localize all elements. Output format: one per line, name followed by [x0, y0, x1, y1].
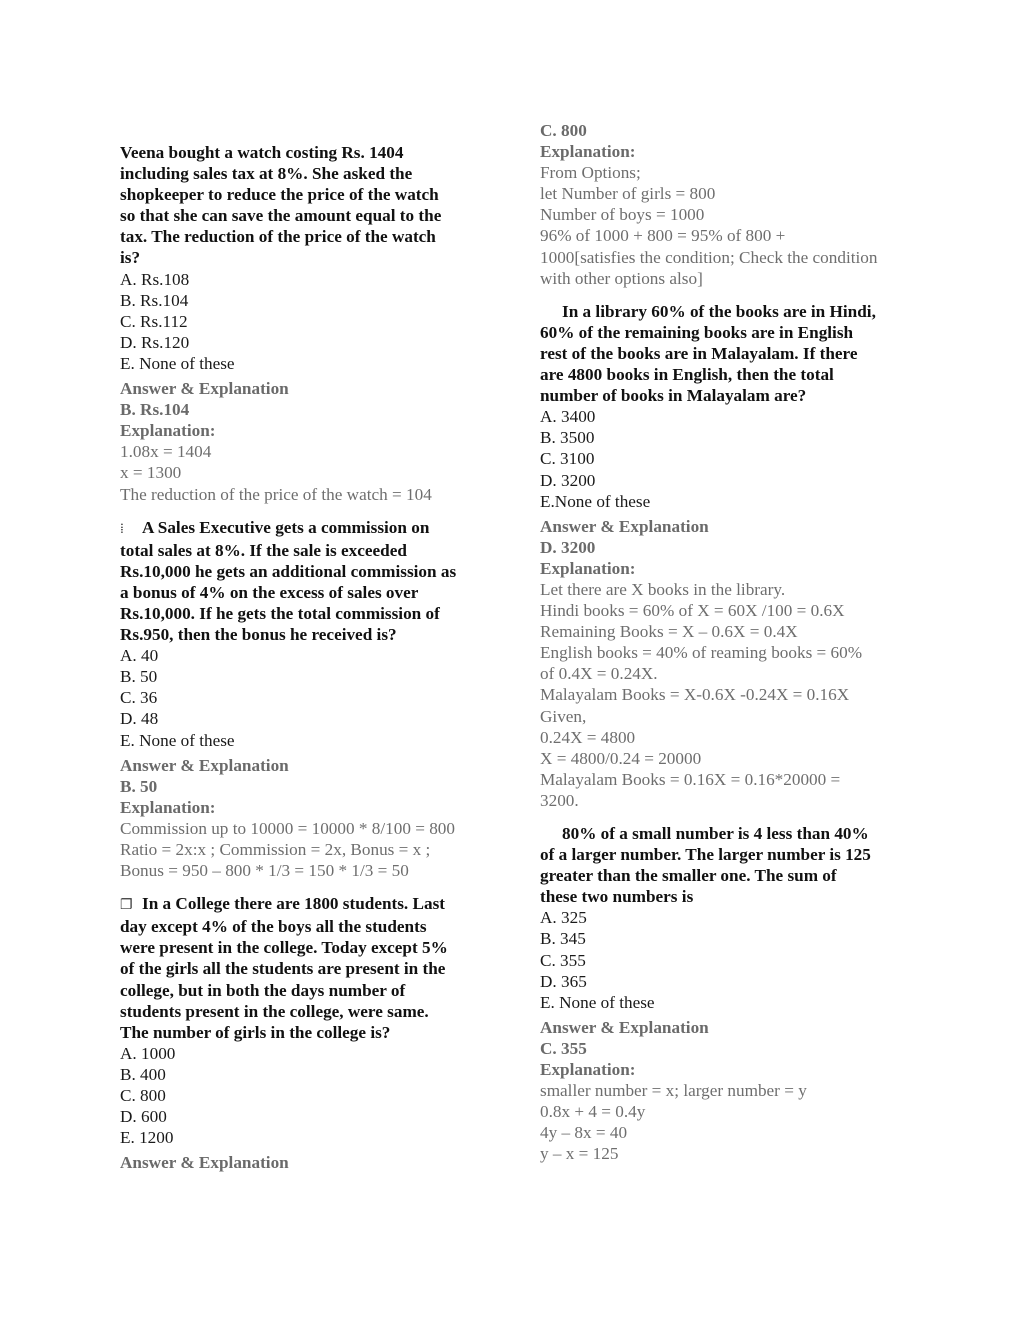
question-line: Rs.950, then the bonus he received is?	[120, 625, 397, 645]
option-c: C. 3100	[540, 449, 595, 469]
explanation-line: 1.08x = 1404	[120, 442, 212, 462]
question-line: are 4800 books in English, then the total	[540, 365, 834, 385]
question-numbers	[540, 823, 910, 1165]
explanation-line: Malayalam Books = 0.16X = 0.16*20000 =	[540, 769, 841, 789]
question-line: a bonus of 4% on the excess of sales over	[120, 582, 419, 602]
question-line: rest of the books are in Malayalam. If there	[540, 343, 858, 363]
question-college	[120, 893, 485, 1173]
option-e: E. 1200	[120, 1128, 174, 1148]
answer: C. 355	[540, 1038, 587, 1058]
answer: C. 800	[540, 121, 587, 140]
question-line: 80% of a small number is 4 less than 40%	[562, 824, 869, 843]
explanation-line: 1000[satisfies the condition; Check the condition	[540, 247, 878, 267]
explanation-label: Explanation:	[540, 142, 636, 162]
question-line: total sales at 8%. If the sale is exceeded	[120, 540, 407, 560]
question-line: tax. The reduction of the price of the watch	[120, 227, 436, 247]
explanation-label: Explanation:	[120, 797, 216, 817]
answer: D. 3200	[540, 537, 596, 557]
option-b: B. Rs.104	[120, 290, 189, 310]
question-line: students present in the college, were same.	[120, 1001, 429, 1021]
question-line: of a larger number. The larger number is 125	[540, 845, 871, 865]
explanation-line: smaller number = x; larger number = y	[540, 1081, 807, 1101]
answer: B. 50	[120, 776, 158, 796]
question-line: greater than the smaller one. The sum of	[540, 866, 837, 886]
option-e: E. None of these	[120, 730, 235, 750]
answer-explanation-heading: Answer & Explanation	[120, 379, 289, 399]
explanation-line: 4y – 8x = 40	[540, 1123, 628, 1143]
right-column	[540, 120, 910, 1165]
option-e: E. None of these	[120, 353, 235, 373]
question-line: shopkeeper to reduce the price of the watch	[120, 185, 439, 205]
answer-explanation-heading: Answer & Explanation	[540, 1017, 709, 1037]
explanation-line: y – x = 125	[540, 1144, 619, 1164]
explanation-line: English books = 40% of reaming books = 60%	[540, 643, 863, 663]
option-b: B. 50	[120, 667, 158, 687]
question-commission	[120, 517, 485, 882]
option-b: B. 345	[540, 929, 586, 949]
question-library	[540, 301, 910, 811]
question-line: Veena bought a watch costing Rs. 1404	[120, 143, 404, 162]
explanation-line: with other options also]	[540, 268, 703, 288]
explanation-line: X = 4800/0.24 = 20000	[540, 748, 702, 768]
explanation-line: Ratio = 2x:x ; Commission = 2x, Bonus = x ;	[120, 840, 431, 859]
question-line: is?	[120, 248, 141, 268]
question-line: so that she can save the amount equal to the	[120, 206, 442, 226]
question-line: Rs.10,000. If he gets the total commission of	[120, 603, 440, 623]
explanation-line: Number of boys = 1000	[540, 205, 705, 225]
option-c: C. 36	[120, 688, 158, 708]
explanation-line: 96% of 1000 + 800 = 95% of 800 +	[540, 226, 786, 246]
explanation-line: From Options;	[540, 163, 641, 183]
explanation-line: Bonus = 950 – 800 * 1/3 = 150 * 1/3 = 50	[120, 861, 409, 881]
question-line: were present in the college. Today except 5%	[120, 938, 448, 958]
explanation-label: Explanation:	[120, 421, 216, 441]
question-line: ⁞ A Sales Executive gets a commission on	[120, 517, 485, 540]
answer: B. Rs.104	[120, 400, 190, 420]
option-d: D. 3200	[540, 470, 596, 490]
explanation-label: Explanation:	[540, 558, 636, 578]
explanation-line: x = 1300	[120, 463, 182, 483]
question-line: college, but in both the days number of	[120, 980, 406, 1000]
explanation-line: Malayalam Books = X-0.6X -0.24X = 0.16X	[540, 685, 850, 705]
explanation-line: The reduction of the price of the watch = 104	[120, 484, 432, 504]
explanation-line: 0.8x + 4 = 0.4y	[540, 1102, 646, 1122]
option-d: D. 365	[540, 971, 587, 991]
explanation-line: Let there are X books in the library.	[540, 579, 786, 599]
option-e: E. None of these	[540, 992, 655, 1012]
question-line: ❐ In a College there are 1800 students. Last	[120, 893, 485, 916]
question-line: number of books in Malayalam are?	[540, 386, 807, 406]
question-line: day except 4% of the boys all the students	[120, 917, 427, 937]
option-e: E.None of these	[540, 491, 651, 511]
answer-explanation-heading: Answer & Explanation	[540, 516, 709, 536]
option-a: A. 1000	[120, 1043, 176, 1063]
question-line: these two numbers is	[540, 887, 694, 907]
question-line: including sales tax at 8%. She asked the	[120, 164, 413, 184]
explanation-line: of 0.4X = 0.24X.	[540, 664, 658, 684]
option-d: D. 600	[120, 1107, 167, 1127]
answer-explanation-heading: Answer & Explanation	[120, 1153, 289, 1173]
explanation-label: Explanation:	[540, 1060, 636, 1080]
option-d: D. 48	[120, 709, 159, 729]
question-line: Rs.10,000 he gets an additional commission as	[120, 561, 457, 581]
explanation-line: 3200.	[540, 790, 579, 810]
explanation-line: 0.24X = 4800	[540, 727, 636, 747]
question-line: In a library 60% of the books are in Hindi,	[562, 301, 876, 321]
bullet-icon: ❐	[120, 898, 133, 914]
option-d: D. Rs.120	[120, 332, 190, 352]
option-a: A. 40	[120, 646, 159, 666]
question-line: The number of girls in the college is?	[120, 1022, 391, 1042]
question-line: of the girls all the students are present in the	[120, 959, 446, 979]
explanation-line: Remaining Books = X – 0.6X = 0.4X	[540, 622, 798, 642]
explanation-line: Given,	[540, 706, 587, 726]
question-line: 60% of the remaining books are in English	[540, 322, 854, 342]
explanation-line: Commission up to 10000 = 10000 * 8/100 = 800	[120, 818, 455, 838]
option-a: A. Rs.108	[120, 269, 190, 289]
question-college-continued	[540, 120, 910, 289]
bullet-icon: ⁞	[120, 521, 124, 537]
explanation-line: Hindi books = 60% of X = 60X /100 = 0.6X	[540, 601, 845, 621]
option-a: A. 325	[540, 908, 587, 928]
option-b: B. 3500	[540, 428, 595, 448]
explanation-line: let Number of girls = 800	[540, 184, 716, 204]
option-c: C. 800	[120, 1086, 166, 1106]
option-a: A. 3400	[540, 407, 596, 427]
option-b: B. 400	[120, 1064, 166, 1084]
question-watch	[120, 142, 485, 505]
answer-explanation-heading: Answer & Explanation	[120, 755, 289, 775]
option-c: C. Rs.112	[120, 311, 188, 331]
option-c: C. 355	[540, 950, 586, 970]
left-column	[120, 142, 485, 1173]
